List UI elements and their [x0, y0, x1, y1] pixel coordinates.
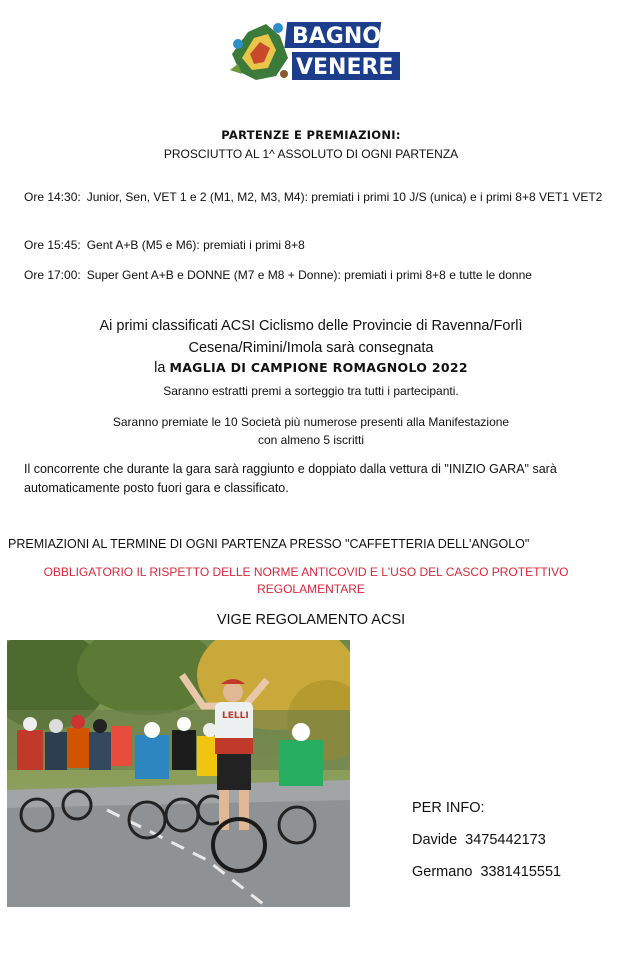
maglia-line [0, 360, 622, 376]
contact-phone[interactable]: 3381415551 [480, 864, 562, 880]
schedule-item [24, 236, 604, 254]
contact-phone[interactable]: 3475442173 [465, 832, 546, 848]
logo-line2: VENERE [296, 55, 394, 80]
regulation-note: VIGE REGOLAMENTO ACSI [216, 612, 406, 628]
acsi-line1: Ai primi classificati ACSI Ciclismo delle Provincie di Ravenna/Forlì [99, 318, 523, 334]
societa-line1: Saranno premiate le 10 Società più numerose presenti alla Manifestazione [112, 415, 510, 429]
schedule-item [24, 188, 604, 206]
schedule-text: Junior, Sen, VET 1 e 2 (M1, M2, M3, M4): premiati i primi 10 J/S (unica) e i primi 8+8 VET1 VET2 [86, 190, 603, 204]
bagno-venere-logo [228, 14, 406, 88]
cycling-race-photo [7, 640, 350, 907]
schedule-text: Gent A+B (M5 e M6): premiati i primi 8+8 [86, 238, 305, 252]
premiazioni-location: PREMIAZIONI AL TERMINE DI OGNI PARTENZA PRESSO "CAFFETTERIA DELL'ANGOLO" [8, 537, 530, 551]
schedule-item [24, 266, 604, 284]
acsi-announcement [0, 315, 622, 359]
anticovid-line1: OBBLIGATORIO IL RISPETTO DELLE NORME ANTICOVID E L'USO DEL CASCO PROTETTIVO [43, 565, 569, 579]
estratti-note: Saranno estratti premi a sorteggio tra tutti i partecipanti. [163, 384, 459, 398]
contact-name: Germano [412, 864, 473, 880]
maglia-prefix: la [154, 360, 166, 376]
acsi-line2: Cesena/Rimini/Imola sarà consegnata [188, 340, 434, 356]
subheading: PROSCIUTTO AL 1^ ASSOLUTO DI OGNI PARTENZA [163, 147, 459, 161]
schedule-text: Super Gent A+B e DONNE (M7 e M8 + Donne): premiati i primi 8+8 e tutte le donne [86, 268, 532, 282]
heading: PARTENZE E PREMIAZIONI: [221, 128, 401, 142]
jersey-text: LELLI [222, 711, 249, 721]
schedule-time: Ore 14:30: [24, 190, 81, 204]
maglia-title: MAGLIA DI CAMPIONE ROMAGNOLO 2022 [169, 360, 468, 375]
logo-line1: BAGNO [292, 24, 381, 49]
schedule-time: Ore 15:45: [24, 238, 81, 252]
anticovid-line2: REGOLAMENTARE [257, 582, 365, 596]
logo-emblem-icon [230, 23, 288, 80]
societa-line2: con almeno 5 iscritti [257, 433, 365, 447]
contact-row [412, 824, 561, 856]
contact-info [412, 792, 561, 888]
fuori-gara-rule: Il concorrente che durante la gara sarà raggiunto e doppiato dalla vettura di "INIZIO GARA" sarà automaticamente posto fuori gara e classificato. [24, 462, 557, 495]
societa-note [0, 413, 622, 449]
contact-row [412, 856, 561, 888]
anticovid-notice [0, 564, 622, 598]
info-label: PER INFO: [412, 800, 485, 816]
schedule-time: Ore 17:00: [24, 268, 81, 282]
contact-name: Davide [412, 832, 458, 848]
